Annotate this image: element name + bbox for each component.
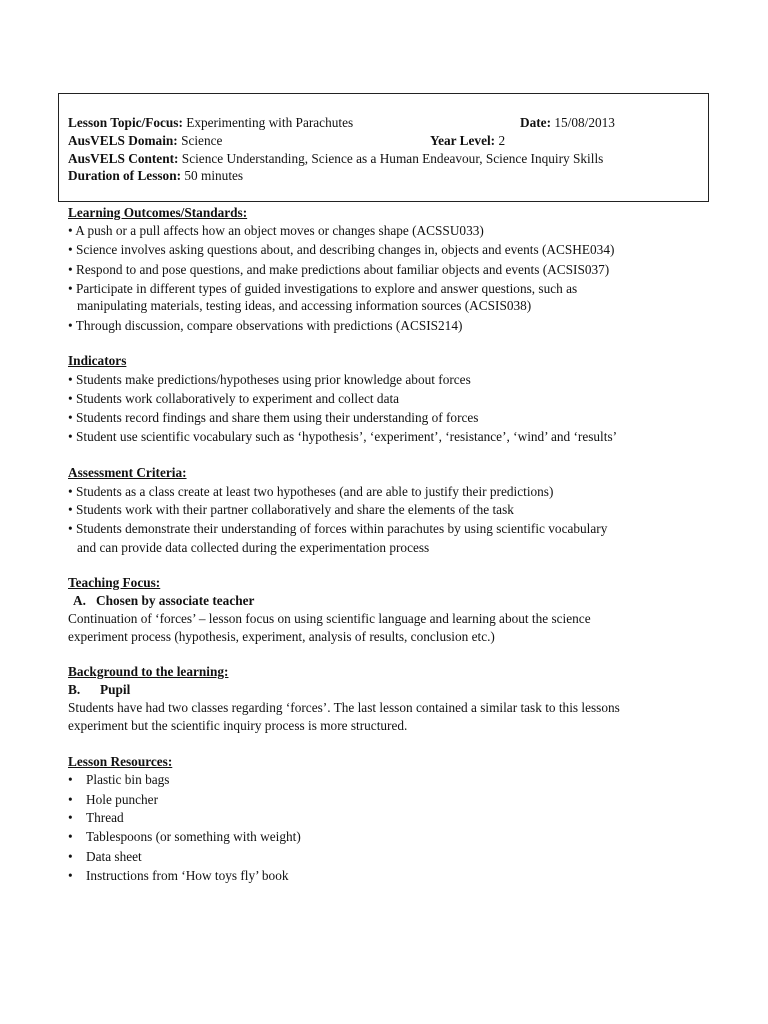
teaching-text-line: experiment process (hypothesis, experiment, analysis of results, conclusion etc.)	[68, 629, 495, 644]
outcome-item: • Science involves asking questions about, and describing changes in, objects and events (ACSHE034)	[68, 242, 615, 257]
date-value: 15/08/2013	[554, 115, 615, 130]
background-sub-label: Pupil	[100, 682, 131, 697]
assessment-item-continuation: and can provide data collected during the experimentation process	[77, 540, 430, 555]
year-level-line	[430, 132, 505, 150]
duration-label: Duration of Lesson:	[68, 168, 182, 183]
resource-item: Tablespoons (or something with weight)	[86, 829, 301, 844]
content-value: Science Understanding, Science as a Human Endeavour, Science Inquiry Skills	[181, 151, 604, 166]
outcome-item: • A push or a pull affects how an object moves or changes shape (ACSSU033)	[68, 223, 484, 238]
indicator-item: • Students make predictions/hypotheses using prior knowledge about forces	[68, 372, 471, 387]
lesson-header-box	[58, 93, 709, 202]
resource-bullet: •	[68, 868, 73, 883]
resource-item: Instructions from ‘How toys fly’ book	[86, 868, 289, 883]
domain-line	[68, 132, 222, 150]
outcome-item: • Respond to and pose questions, and make predictions about familiar objects and events (ACSIS037)	[68, 262, 610, 277]
lesson-topic-line	[68, 114, 353, 132]
assessment-item: • Students as a class create at least two hypotheses (and are able to justify their predictions)	[68, 484, 554, 499]
domain-label: AusVELS Domain:	[68, 133, 178, 148]
assessment-heading: Assessment Criteria:	[68, 465, 187, 480]
teaching-sub-marker: A.	[73, 593, 86, 608]
duration-value: 50 minutes	[184, 168, 244, 183]
outcome-item: • Through discussion, compare observations with predictions (ACSIS214)	[68, 318, 463, 333]
indicator-item: • Student use scientific vocabulary such as ‘hypothesis’, ‘experiment’, ‘resistance’, ‘wind’ and ‘results’	[68, 429, 618, 444]
resource-bullet: •	[68, 772, 73, 787]
background-heading: Background to the learning:	[68, 664, 229, 679]
resource-item: Thread	[86, 810, 124, 825]
background-text-line: experiment but the scientific inquiry process is more structured.	[68, 718, 408, 733]
content-line	[68, 150, 603, 168]
lesson-topic-label: Lesson Topic/Focus:	[68, 115, 183, 130]
year-level-value: 2	[498, 133, 506, 148]
assessment-item: • Students demonstrate their understanding of forces within parachutes by using scientific vocabulary	[68, 521, 608, 536]
indicator-item: • Students record findings and share them using their understanding of forces	[68, 410, 479, 425]
background-sub-marker: B.	[68, 682, 81, 697]
indicator-item: • Students work collaboratively to experiment and collect data	[68, 391, 400, 406]
outcome-item: • Participate in different types of guided investigations to explore and answer questions, such as	[68, 281, 578, 296]
assessment-item: • Students work with their partner collaboratively and share the elements of the task	[68, 502, 514, 517]
teaching-focus-heading: Teaching Focus:	[68, 575, 161, 590]
outcomes-heading: Learning Outcomes/Standards:	[68, 205, 248, 220]
teaching-text-line: Continuation of ‘forces’ – lesson focus on using scientific language and learning about the science	[68, 611, 591, 626]
resource-item: Hole puncher	[86, 792, 158, 807]
background-text-line: Students have had two classes regarding ‘forces’. The last lesson contained a similar task to this lessons	[68, 700, 620, 715]
resource-item: Plastic bin bags	[86, 772, 170, 787]
resource-bullet: •	[68, 810, 73, 825]
date-label: Date:	[520, 115, 552, 130]
teaching-sub-label: Chosen by associate teacher	[96, 593, 255, 608]
resource-bullet: •	[68, 792, 73, 807]
domain-value: Science	[181, 133, 223, 148]
content-label: AusVELS Content:	[68, 151, 179, 166]
date-line	[520, 114, 615, 132]
lesson-topic-value: Experimenting with Parachutes	[186, 115, 354, 130]
year-level-label: Year Level:	[430, 133, 496, 148]
indicators-heading: Indicators	[68, 353, 127, 368]
duration-line	[68, 167, 243, 185]
resources-heading: Lesson Resources:	[68, 754, 173, 769]
resource-bullet: •	[68, 829, 73, 844]
resource-bullet: •	[68, 849, 73, 864]
resource-item: Data sheet	[86, 849, 142, 864]
outcome-item-continuation: manipulating materials, testing ideas, and accessing information sources (ACSIS038)	[77, 298, 532, 313]
